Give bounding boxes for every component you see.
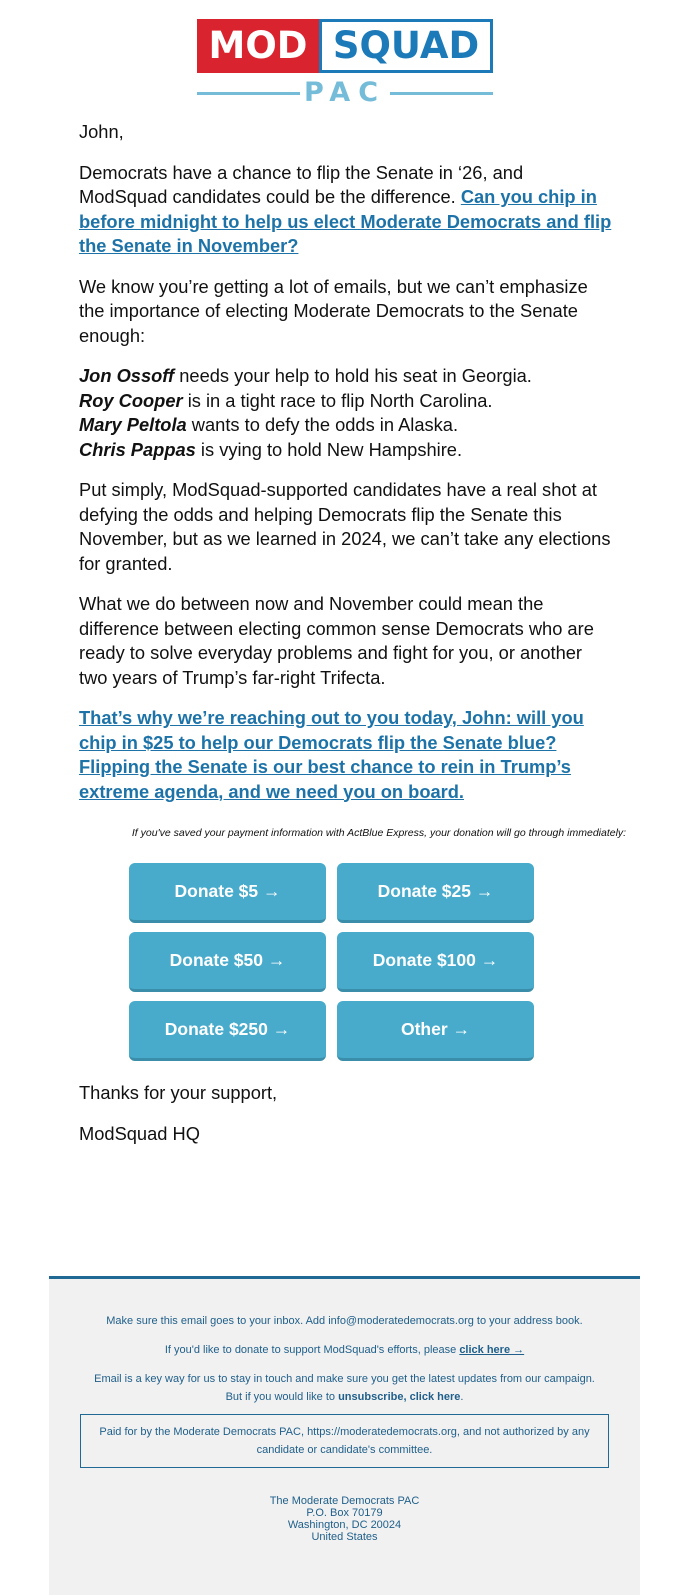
candidate-item: Roy Cooper is in a tight race to flip North Carolina. [79,389,493,411]
modsquad-pac-logo [197,19,493,107]
donate-other-button[interactable]: Other → [337,1001,534,1061]
actblue-note: If you've saved your payment information with ActBlue Express, your donation will go through immediately: [131,827,627,839]
paragraph-3: Put simply, ModSquad-supported candidates have a real shot at defying the odds and helping Democrats flip the Senate this November, but as we learned in 2024, we can’t take any elections for granted. [79,479,611,574]
candidate-list [79,364,614,462]
logo-squad: SQUAD [319,19,493,73]
candidate-item: Jon Ossoff needs your help to hold his seat in Georgia. [79,365,532,386]
signoff: Thanks for your support, [79,1082,278,1103]
donate-note: If you'd like to donate to support ModSquad's efforts, please click here → [164,1344,525,1356]
donate-25-button[interactable]: Donate $25 → [337,863,534,923]
greeting: John, [79,121,124,142]
chip-in-link[interactable]: Can you chip in before midnight to help us elect Moderate Democrats and flip the Senate in November? [79,186,612,256]
p1-text: Democrats have a chance to flip the Senate in ‘26, and ModSquad candidates could be the difference. [79,161,524,207]
email-body [79,120,627,1162]
footer [49,1276,640,1595]
paid-for-disclaimer: Paid for by the Moderate Democrats PAC, https://moderatedemocrats.org, and not authorized by any candidate or candidate's committee. [80,1414,609,1468]
unsubscribe-note: Email is a key way for us to stay in touch and make sure you get the latest updates from our campaign. But if you would like to unsubscribe, click here. [94,1373,595,1403]
candidate-item: Chris Pappas is vying to hold New Hampshire. [79,438,463,460]
donate-25-link[interactable]: That’s why we’re reaching out to you today, John: will you chip in $25 to help our Democrats flip the Senate blue? Flipping the Senate is our best chance to rein in Trump’s extreme agenda, and we need you on board. [79,707,584,802]
logo-pac: PAC [303,77,387,108]
donate-50-button[interactable]: Donate $50 → [129,932,326,992]
paragraph-1 [79,161,614,259]
inbox-note: Make sure this email goes to your inbox. Add info@moderatedemocrats.org to your address book. [106,1315,583,1327]
logo-rule-right [390,92,493,95]
donate-100-button[interactable]: Donate $100 → [337,932,534,992]
paragraph-4: What we do between now and November could mean the difference between electing common sense Democrats who are ready to solve everyday problems and fight for you, or another two years of Trump’s far-right Trifecta. [79,593,594,688]
logo-mod: MOD [197,19,319,73]
signature: ModSquad HQ [79,1122,200,1144]
donate-250-button[interactable]: Donate $250 → [129,1001,326,1061]
logo-rule-left [197,92,300,95]
donate-buttons [129,863,614,1061]
footer-donate-link[interactable]: click here → [459,1344,525,1356]
unsubscribe-link[interactable]: unsubscribe, click here [338,1391,461,1403]
mailing-address: The Moderate Democrats PAC P.O. Box 70179 Washington, DC 20024 United States [269,1495,420,1543]
paragraph-5 [79,706,614,804]
candidate-item: Mary Peltola wants to defy the odds in Alaska. [79,414,459,435]
donate-5-button[interactable]: Donate $5 → [129,863,326,923]
paragraph-2: We know you’re getting a lot of emails, but we can’t emphasize the importance of electing Moderate Democrats to the Senate enough: [79,275,588,346]
